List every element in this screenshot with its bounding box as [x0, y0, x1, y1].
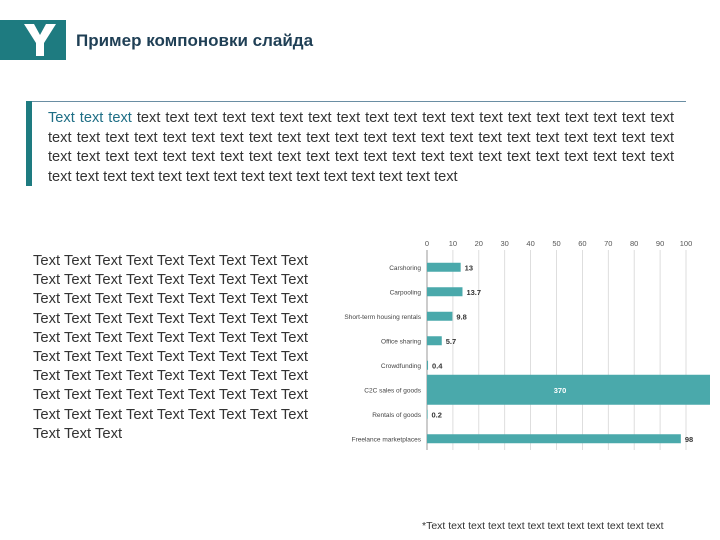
- category-label: Carshoring: [389, 264, 421, 272]
- intro-lead: Text text text: [48, 110, 132, 126]
- data-label: 13.7: [466, 287, 482, 297]
- x-tick-label: 80: [630, 239, 639, 248]
- intro-body: text text text text text text text text text text text text text text text text text text text text text text text text text text text text text text text text text text text text text text text text text text text text text text text text text text text text text text text text text text text text text text text text text text text text text text text text text text text text text text: [48, 110, 674, 185]
- data-label: 0.4: [432, 361, 443, 371]
- university-logo: [0, 20, 66, 60]
- bar: [427, 361, 428, 370]
- bar: [427, 375, 710, 405]
- left-column-text: Text Text Text Text Text Text Text Text Text Text Text Text Text Text Text Text Text Text Text Text Text Text Text Text Text Text Text Text Text Text Text Text Text Text Text Text Text Text Text Text Text Text Text Text Text Text Text Text Text Text Text Text Text Text Text Text Text Text Text Text Text Text Text Text Text Text Text Text Text Text Text Text Text Text Text Text Text Text Text Text Text Text Text Text: [33, 253, 308, 442]
- category-label: C2C sales of goods: [364, 387, 421, 395]
- bar: [427, 263, 461, 272]
- bar: [427, 287, 462, 296]
- logo-mark-icon: [22, 23, 58, 57]
- category-label: Crowdfunding: [380, 362, 421, 370]
- footnote: *Text text text text text text text text text text text text: [422, 520, 664, 532]
- data-label: 9.8: [456, 312, 467, 322]
- data-label: 98: [684, 434, 694, 444]
- x-tick-label: 50: [552, 239, 561, 248]
- category-label: Freelance marketplaces: [351, 436, 421, 444]
- header-divider: [30, 101, 686, 102]
- x-tick-label: 10: [448, 239, 458, 248]
- x-tick-label: 60: [578, 239, 587, 248]
- category-label: Carpooling: [389, 289, 421, 297]
- category-label: Short-term housing rentals: [344, 313, 421, 321]
- x-tick-label: 100: [679, 239, 693, 248]
- intro-paragraph: [48, 109, 674, 187]
- slide-title: Пример компоновки слайда: [76, 31, 314, 50]
- bar-chart: [330, 232, 710, 452]
- bar: [427, 336, 442, 345]
- x-tick-label: 0: [424, 239, 430, 248]
- data-label: 0.2: [431, 410, 442, 420]
- x-tick-label: 30: [500, 239, 509, 248]
- data-label: 370: [553, 385, 567, 395]
- quote-bar: [26, 101, 32, 186]
- bar: [427, 312, 452, 321]
- bar: [427, 434, 681, 443]
- bar: [427, 410, 428, 419]
- category-label: Rentals of goods: [372, 411, 421, 419]
- x-tick-label: 90: [655, 239, 665, 248]
- x-tick-label: 40: [526, 239, 535, 248]
- data-label: 13: [464, 263, 474, 273]
- category-label: Office sharing: [381, 338, 421, 346]
- data-label: 5.7: [445, 336, 457, 346]
- x-tick-label: 70: [604, 239, 613, 248]
- x-tick-label: 20: [474, 239, 483, 248]
